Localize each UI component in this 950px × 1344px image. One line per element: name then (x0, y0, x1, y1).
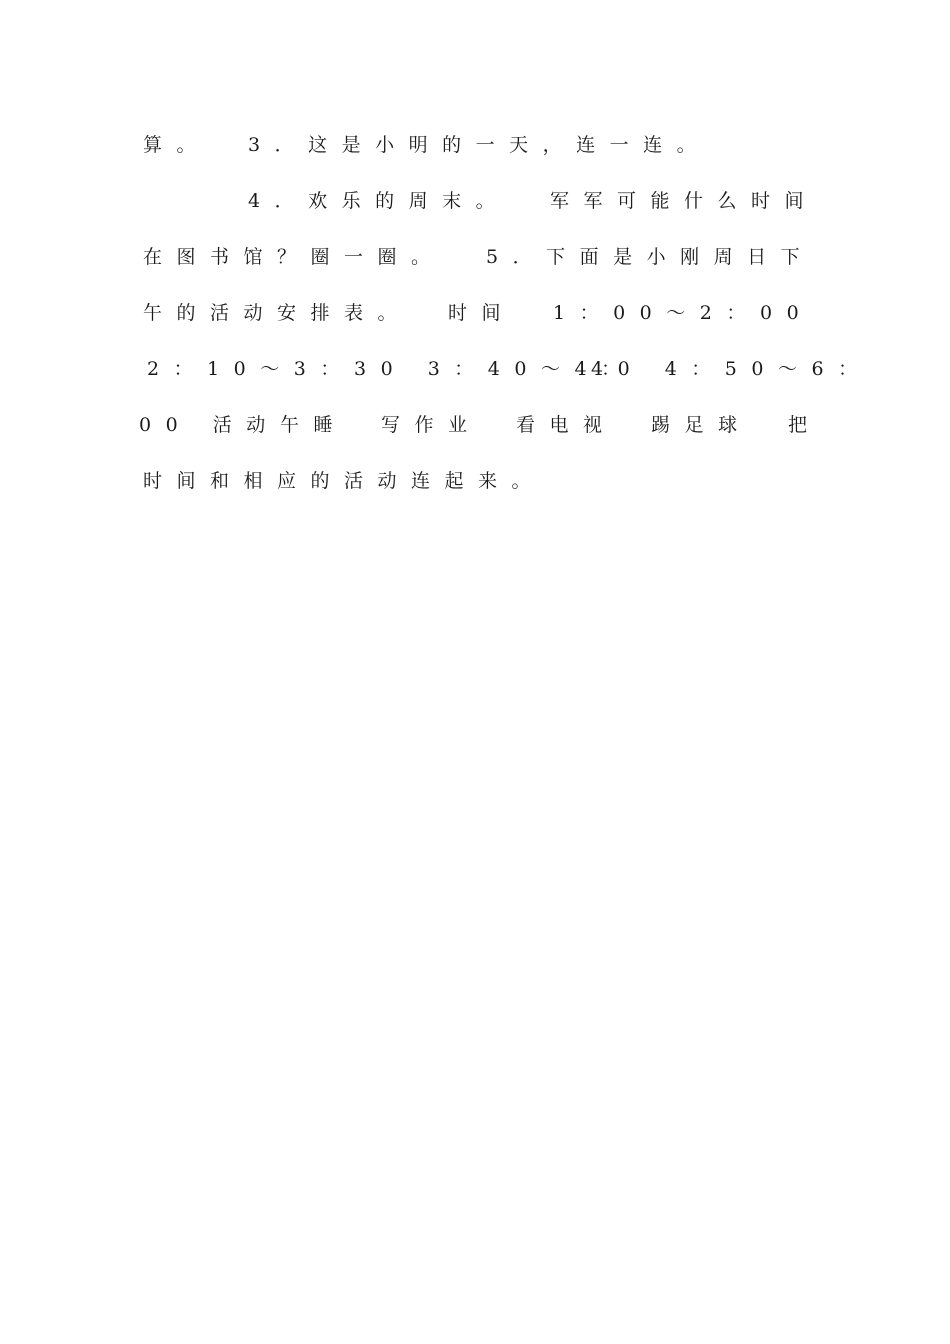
activity-item: 踢足球 (651, 414, 752, 436)
text-line-1 (143, 127, 813, 183)
question-5-text: 5．下面是小刚周日下 (486, 246, 815, 268)
time-header: 时间 (448, 302, 516, 324)
text-line-7 (143, 463, 813, 519)
time-range: 30 3：40～4： (354, 358, 635, 380)
text-line-6 (139, 407, 822, 463)
time-range: 40 4：50～6： (591, 358, 872, 380)
text-segment: 在图书馆？圈一圈。 (143, 246, 445, 268)
time-range: 2：10～3： (147, 358, 354, 380)
activity-item: 写作业 (381, 414, 482, 436)
activity-header: 00 活动 (139, 414, 280, 436)
text-segment: 把 (788, 414, 822, 436)
activity-item: 午睡 (280, 414, 348, 436)
text-segment: 算。 (143, 134, 211, 156)
activity-item: 看电视 (516, 414, 617, 436)
text-segment: 时间和相应的活动连起来。 (143, 470, 546, 492)
question-3-text: 3．这是小明的一天，连一连。 (248, 134, 711, 156)
question-4-text: 4．欢乐的周末。 (248, 190, 510, 212)
time-range: 1：00～2： (553, 302, 760, 324)
text-segment: 军军可能什么时间 (550, 190, 819, 212)
text-line-2 (143, 183, 819, 239)
time-range: 00 (760, 302, 814, 324)
worksheet-text (139, 127, 872, 519)
text-line-4 (143, 295, 813, 351)
text-segment: 午的活动安排表。 (143, 302, 412, 324)
text-line-5 (143, 351, 872, 407)
text-line-3 (143, 239, 813, 295)
